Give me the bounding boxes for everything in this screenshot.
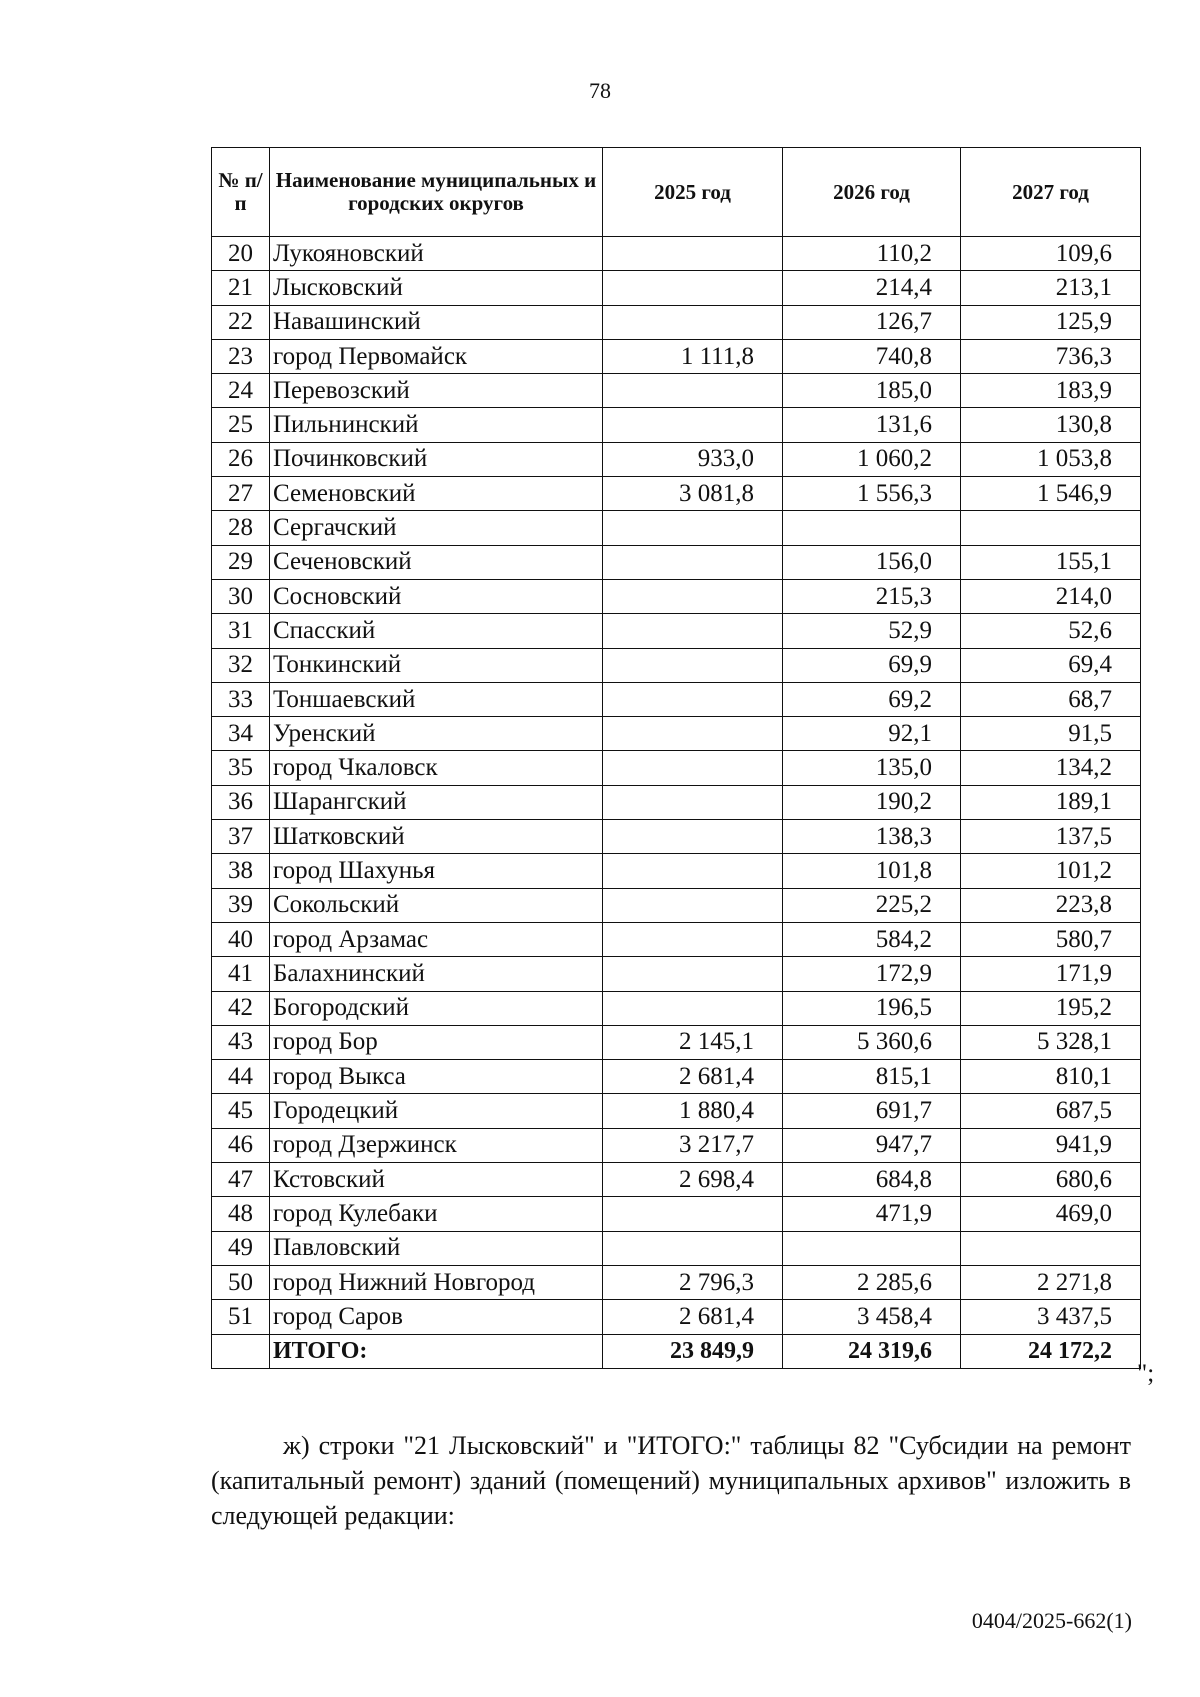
cell-num: 34 — [212, 717, 270, 751]
cell-2027: 580,7 — [961, 922, 1141, 956]
cell-2026: 92,1 — [783, 717, 961, 751]
table-body — [212, 237, 1141, 1369]
cell-2025 — [603, 682, 783, 716]
cell-2025: 933,0 — [603, 442, 783, 476]
cell-2026: 69,2 — [783, 682, 961, 716]
cell-2025: 2 145,1 — [603, 1025, 783, 1059]
cell-num: 44 — [212, 1060, 270, 1094]
cell-2027: 5 328,1 — [961, 1025, 1141, 1059]
cell-2026: 138,3 — [783, 820, 961, 854]
table-row — [212, 648, 1141, 682]
cell-2027: 189,1 — [961, 785, 1141, 819]
table-row — [212, 1265, 1141, 1299]
table-row — [212, 1094, 1141, 1128]
amendment-text: ж) строки "21 Лысковский" и "ИТОГО:" таблицы 82 "Субсидии на ремонт (капитальный ремонт) зданий (помещений) муниципальных архивов" изложить в следующей редакции: — [211, 1431, 1131, 1530]
cell-num: 23 — [212, 339, 270, 373]
cell-2027: 109,6 — [961, 237, 1141, 271]
cell-name: Сергачский — [270, 511, 603, 545]
header-name: Наименование муниципальных и городских округов — [270, 148, 603, 237]
cell-2026: 101,8 — [783, 854, 961, 888]
table-row — [212, 854, 1141, 888]
header-2027: 2027 год — [961, 148, 1141, 237]
cell-name: город Дзержинск — [270, 1128, 603, 1162]
cell-name: город Шахунья — [270, 854, 603, 888]
cell-name: город Бор — [270, 1025, 603, 1059]
cell-name: Богородский — [270, 991, 603, 1025]
cell-2026: 684,8 — [783, 1163, 961, 1197]
cell-2026: 214,4 — [783, 271, 961, 305]
table-row — [212, 408, 1141, 442]
document-code: 0404/2025-662(1) — [971, 1608, 1132, 1633]
cell-2026: 156,0 — [783, 545, 961, 579]
cell-num: 27 — [212, 477, 270, 511]
cell-2025 — [603, 237, 783, 271]
cell-2027 — [961, 511, 1141, 545]
table-row — [212, 477, 1141, 511]
table-row — [212, 957, 1141, 991]
cell-2026: 740,8 — [783, 339, 961, 373]
cell-2025 — [603, 408, 783, 442]
table-row — [212, 545, 1141, 579]
cell-2026: 691,7 — [783, 1094, 961, 1128]
cell-num: 39 — [212, 888, 270, 922]
cell-2026: 1 060,2 — [783, 442, 961, 476]
cell-2027: 1 053,8 — [961, 442, 1141, 476]
cell-2025 — [603, 922, 783, 956]
cell-2027: 125,9 — [961, 305, 1141, 339]
table-row — [212, 579, 1141, 613]
cell-2027: 1 546,9 — [961, 477, 1141, 511]
cell-num: 45 — [212, 1094, 270, 1128]
cell-2026: 215,3 — [783, 579, 961, 613]
cell-2026: 471,9 — [783, 1197, 961, 1231]
cell-name: Тонкинский — [270, 648, 603, 682]
cell-2027: 469,0 — [961, 1197, 1141, 1231]
cell-num: 37 — [212, 820, 270, 854]
cell-2025 — [603, 648, 783, 682]
cell-2027: 68,7 — [961, 682, 1141, 716]
table-row — [212, 614, 1141, 648]
table-row — [212, 271, 1141, 305]
cell-2025: 2 681,4 — [603, 1300, 783, 1334]
cell-name: Сокольский — [270, 888, 603, 922]
cell-2025 — [603, 785, 783, 819]
cell-2026: 196,5 — [783, 991, 961, 1025]
table-row — [212, 511, 1141, 545]
cell-2027: 155,1 — [961, 545, 1141, 579]
cell-2027: 137,5 — [961, 820, 1141, 854]
cell-2027: 134,2 — [961, 751, 1141, 785]
table-row — [212, 1231, 1141, 1265]
table-row — [212, 820, 1141, 854]
page-number: 78 — [589, 78, 611, 103]
cell-num: 31 — [212, 614, 270, 648]
table-row — [212, 442, 1141, 476]
cell-name: Лысковский — [270, 271, 603, 305]
subsidy-table-wrapper — [211, 147, 1141, 1369]
cell-num: 33 — [212, 682, 270, 716]
cell-name: Балахнинский — [270, 957, 603, 991]
table-row — [212, 305, 1141, 339]
cell-name: Уренский — [270, 717, 603, 751]
cell-num: 24 — [212, 374, 270, 408]
cell-2026: 5 360,6 — [783, 1025, 961, 1059]
table-row — [212, 888, 1141, 922]
cell-2026: 131,6 — [783, 408, 961, 442]
cell-2025: 2 698,4 — [603, 1163, 783, 1197]
cell-2027: 52,6 — [961, 614, 1141, 648]
cell-2027: 183,9 — [961, 374, 1141, 408]
cell-num: 47 — [212, 1163, 270, 1197]
table-row — [212, 1300, 1141, 1334]
cell-name: Сосновский — [270, 579, 603, 613]
subsidy-table — [211, 147, 1141, 1369]
amendment-paragraph — [211, 1428, 1131, 1533]
cell-num: 43 — [212, 1025, 270, 1059]
cell-2026: 126,7 — [783, 305, 961, 339]
cell-2027: 2 271,8 — [961, 1265, 1141, 1299]
cell-name: Пильнинский — [270, 408, 603, 442]
cell-2025 — [603, 888, 783, 922]
table-row — [212, 1025, 1141, 1059]
total-cell-2025: 23 849,9 — [603, 1334, 783, 1368]
cell-num: 38 — [212, 854, 270, 888]
table-row — [212, 682, 1141, 716]
cell-2027: 195,2 — [961, 991, 1141, 1025]
cell-num: 51 — [212, 1300, 270, 1334]
cell-2025: 1 880,4 — [603, 1094, 783, 1128]
cell-2025 — [603, 305, 783, 339]
cell-name: Сеченовский — [270, 545, 603, 579]
table-row — [212, 339, 1141, 373]
cell-num: 32 — [212, 648, 270, 682]
cell-2026: 2 285,6 — [783, 1265, 961, 1299]
cell-name: город Арзамас — [270, 922, 603, 956]
table-row — [212, 1128, 1141, 1162]
cell-2027: 91,5 — [961, 717, 1141, 751]
cell-2026: 52,9 — [783, 614, 961, 648]
cell-2025 — [603, 271, 783, 305]
cell-2027: 810,1 — [961, 1060, 1141, 1094]
header-num: № п/п — [212, 148, 270, 237]
total-cell-name: ИТОГО: — [270, 1334, 603, 1368]
cell-2026: 815,1 — [783, 1060, 961, 1094]
cell-name: город Выкса — [270, 1060, 603, 1094]
cell-2026: 584,2 — [783, 922, 961, 956]
cell-2027: 687,5 — [961, 1094, 1141, 1128]
cell-num: 29 — [212, 545, 270, 579]
table-row — [212, 785, 1141, 819]
cell-name: Тоншаевский — [270, 682, 603, 716]
cell-2027: 736,3 — [961, 339, 1141, 373]
closing-quote-mark: "; — [1137, 1360, 1155, 1387]
table-row — [212, 374, 1141, 408]
cell-2025 — [603, 1197, 783, 1231]
cell-num: 41 — [212, 957, 270, 991]
cell-num: 35 — [212, 751, 270, 785]
cell-name: Перевозский — [270, 374, 603, 408]
cell-2026: 69,9 — [783, 648, 961, 682]
cell-2025: 2 796,3 — [603, 1265, 783, 1299]
cell-2026: 135,0 — [783, 751, 961, 785]
cell-2026: 225,2 — [783, 888, 961, 922]
cell-2025 — [603, 957, 783, 991]
table-row — [212, 751, 1141, 785]
cell-name: город Саров — [270, 1300, 603, 1334]
total-cell-2026: 24 319,6 — [783, 1334, 961, 1368]
table-total-row — [212, 1334, 1141, 1368]
table-row — [212, 1163, 1141, 1197]
cell-2025: 3 217,7 — [603, 1128, 783, 1162]
cell-name: город Чкаловск — [270, 751, 603, 785]
table-row — [212, 991, 1141, 1025]
cell-name: Семеновский — [270, 477, 603, 511]
table-row — [212, 1197, 1141, 1231]
cell-2025 — [603, 751, 783, 785]
cell-name: Навашинский — [270, 305, 603, 339]
cell-name: город Первомайск — [270, 339, 603, 373]
cell-name: Спасский — [270, 614, 603, 648]
table-row — [212, 717, 1141, 751]
cell-2027: 213,1 — [961, 271, 1141, 305]
cell-2027: 3 437,5 — [961, 1300, 1141, 1334]
table-row — [212, 922, 1141, 956]
cell-2027: 214,0 — [961, 579, 1141, 613]
cell-2025 — [603, 1231, 783, 1265]
cell-name: Городецкий — [270, 1094, 603, 1128]
cell-2027: 130,8 — [961, 408, 1141, 442]
cell-2026 — [783, 1231, 961, 1265]
cell-num: 50 — [212, 1265, 270, 1299]
cell-2027: 171,9 — [961, 957, 1141, 991]
cell-num: 25 — [212, 408, 270, 442]
header-2026: 2026 год — [783, 148, 961, 237]
cell-name: Шатковский — [270, 820, 603, 854]
total-cell-num — [212, 1334, 270, 1368]
cell-2025 — [603, 991, 783, 1025]
cell-2027 — [961, 1231, 1141, 1265]
cell-num: 42 — [212, 991, 270, 1025]
cell-2027: 101,2 — [961, 854, 1141, 888]
cell-name: город Нижний Новгород — [270, 1265, 603, 1299]
cell-num: 26 — [212, 442, 270, 476]
cell-num: 28 — [212, 511, 270, 545]
cell-2026: 3 458,4 — [783, 1300, 961, 1334]
cell-2025: 2 681,4 — [603, 1060, 783, 1094]
cell-name: Кстовский — [270, 1163, 603, 1197]
table-row — [212, 1060, 1141, 1094]
cell-2025 — [603, 614, 783, 648]
cell-num: 40 — [212, 922, 270, 956]
cell-2025 — [603, 820, 783, 854]
cell-num: 46 — [212, 1128, 270, 1162]
cell-num: 21 — [212, 271, 270, 305]
cell-2025 — [603, 579, 783, 613]
cell-2027: 680,6 — [961, 1163, 1141, 1197]
cell-num: 22 — [212, 305, 270, 339]
cell-2026 — [783, 511, 961, 545]
cell-2025 — [603, 854, 783, 888]
cell-2027: 941,9 — [961, 1128, 1141, 1162]
cell-2025 — [603, 374, 783, 408]
cell-name: Павловский — [270, 1231, 603, 1265]
cell-2027: 223,8 — [961, 888, 1141, 922]
cell-2026: 190,2 — [783, 785, 961, 819]
cell-name: Починковский — [270, 442, 603, 476]
cell-2025 — [603, 511, 783, 545]
cell-2026: 1 556,3 — [783, 477, 961, 511]
cell-name: Шарангский — [270, 785, 603, 819]
header-2025: 2025 год — [603, 148, 783, 237]
cell-num: 20 — [212, 237, 270, 271]
cell-2025 — [603, 545, 783, 579]
total-cell-2027: 24 172,2 — [961, 1334, 1141, 1368]
table-row — [212, 237, 1141, 271]
cell-2025: 3 081,8 — [603, 477, 783, 511]
cell-num: 30 — [212, 579, 270, 613]
cell-2026: 947,7 — [783, 1128, 961, 1162]
cell-num: 48 — [212, 1197, 270, 1231]
cell-2025: 1 111,8 — [603, 339, 783, 373]
cell-name: город Кулебаки — [270, 1197, 603, 1231]
cell-2026: 185,0 — [783, 374, 961, 408]
cell-2027: 69,4 — [961, 648, 1141, 682]
cell-num: 49 — [212, 1231, 270, 1265]
cell-2026: 110,2 — [783, 237, 961, 271]
table-header-row — [212, 148, 1141, 237]
cell-2026: 172,9 — [783, 957, 961, 991]
cell-2025 — [603, 717, 783, 751]
cell-num: 36 — [212, 785, 270, 819]
cell-name: Лукояновский — [270, 237, 603, 271]
